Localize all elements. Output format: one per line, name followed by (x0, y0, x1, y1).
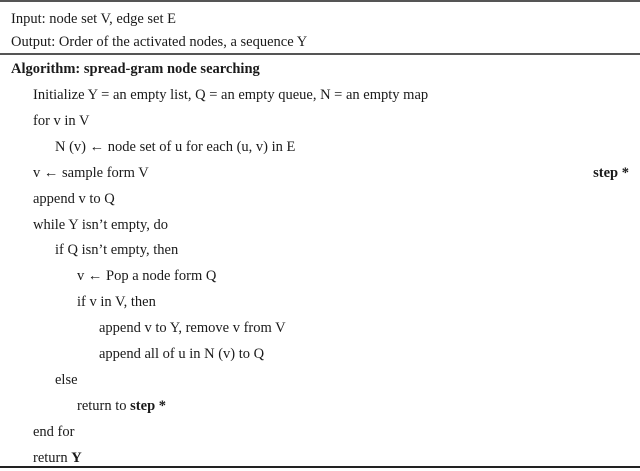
algorithm-title-line (0, 56, 640, 82)
algorithm-line-text: while Y isn’t empty, do (33, 216, 169, 233)
input-text: Input: node set V, edge set E (11, 11, 176, 27)
algorithm-line-text: v ← sample form V (33, 164, 149, 181)
algorithm-line-text: N (v) ← node set of u for each (u, v) in E (55, 138, 296, 155)
algorithm-line-text: if Q isn’t empty, then (55, 242, 179, 259)
algorithm-line-text: if v in V, then (77, 294, 156, 311)
algorithm-title: Algorithm: spread-gram node searching (11, 61, 260, 77)
step-label: step * (593, 164, 629, 181)
bottom-rule (0, 466, 640, 468)
algorithm-line-text: append v to Y, remove v from V (99, 320, 286, 337)
algorithm-line (0, 160, 640, 186)
algorithm-line-text: else (55, 371, 78, 388)
algorithm-line-text: for v in V (33, 112, 90, 129)
algorithm-line-text: return to step * (77, 397, 167, 414)
algorithm-line (0, 82, 640, 108)
algorithm-line (0, 289, 640, 315)
algorithm-line-text: Initialize Y = an empty list, Q = an empty queue, N = an empty map (33, 87, 429, 103)
algorithm-line (0, 315, 640, 341)
bold-keyword: Y (71, 449, 82, 466)
algorithm-line (0, 263, 640, 289)
algorithm-line-text: v ← Pop a node form Q (77, 268, 217, 285)
algorithm-line (0, 134, 640, 160)
top-rule (0, 0, 640, 2)
algorithm-line (0, 108, 640, 134)
algorithm-line (0, 419, 640, 445)
algorithm-line (0, 341, 640, 367)
algorithm-line-text: append v to Q (33, 190, 115, 207)
algorithm-line-text: return Y (33, 449, 82, 466)
algorithm-line (0, 186, 640, 212)
algorithm-line (0, 367, 640, 393)
algorithm-line-text: end for (33, 423, 75, 440)
output-text: Output: Order of the activated nodes, a sequence Y (11, 34, 308, 50)
bold-keyword: step * (130, 397, 167, 414)
algorithm-line (0, 393, 640, 419)
algorithm-line (0, 237, 640, 263)
output-line (0, 29, 640, 55)
middle-rule (0, 53, 640, 55)
algorithm-line-text: append all of u in N (v) to Q (99, 346, 265, 362)
algorithm-line (0, 212, 640, 238)
